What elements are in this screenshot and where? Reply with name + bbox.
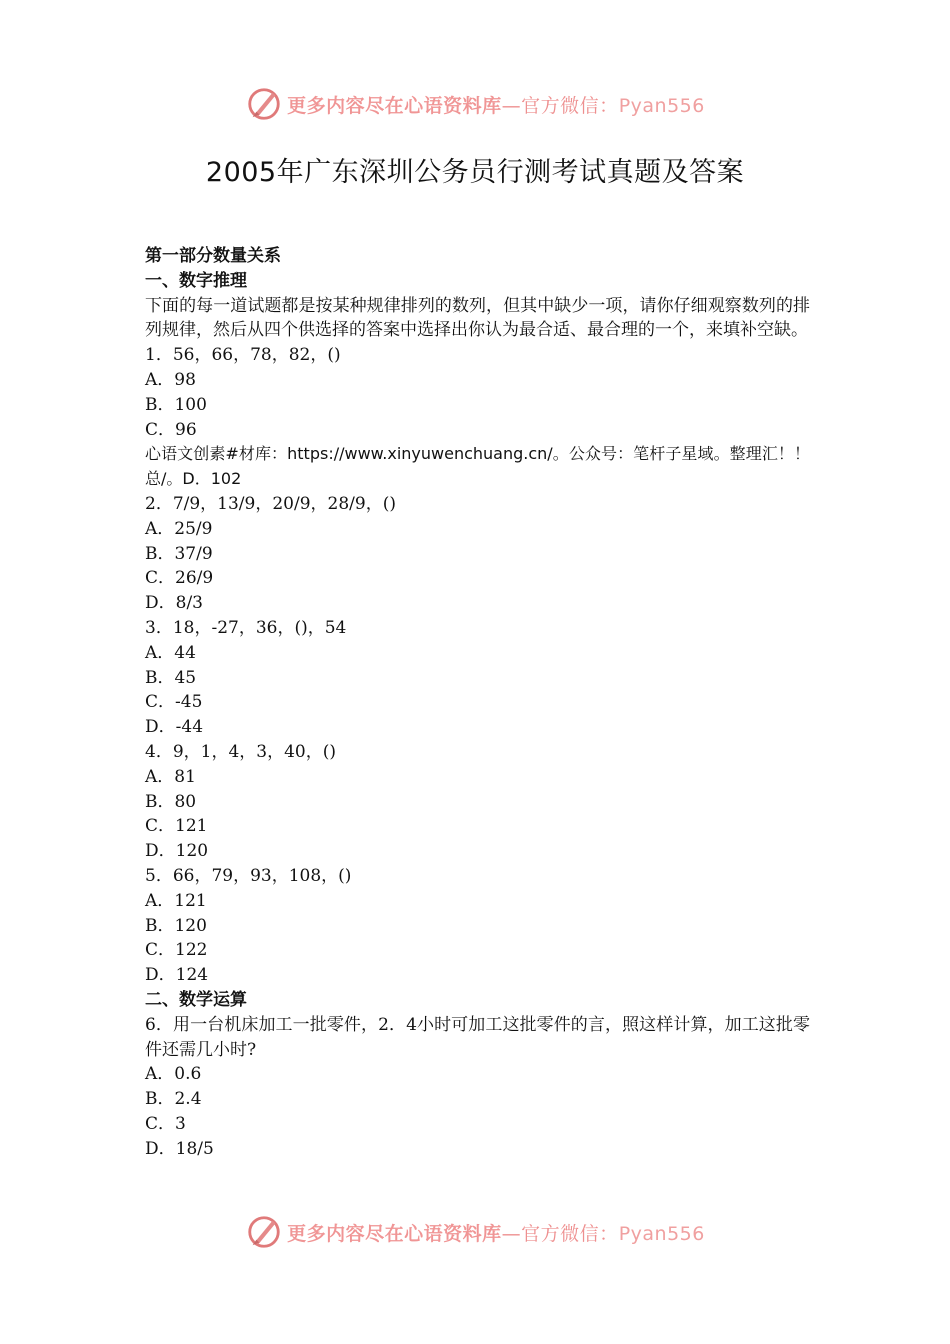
question-stem: 6．用一台机床加工一批零件，2．4小时可加工这批零件的言，照这样计算，加工这批零件还需几小时?	[145, 1014, 810, 1060]
watermark-label: —官方微信：	[501, 1222, 619, 1245]
question-stem: 2．7/9，13/9，20/9，28/9，()	[145, 493, 396, 514]
option: C．3	[145, 1113, 186, 1134]
option: A．81	[145, 766, 196, 787]
option: A．0.6	[145, 1064, 202, 1085]
option: A．121	[145, 890, 207, 911]
question-stem: 4．9，1，4，3，40，()	[145, 741, 336, 762]
option: D．124	[145, 965, 209, 986]
section-heading: 一、数字推理	[145, 270, 247, 291]
section-heading: 二、数学运算	[145, 989, 247, 1010]
option: D．18/5	[145, 1138, 214, 1159]
footer-watermark	[0, 1212, 950, 1252]
instructions-paragraph: 下面的每一道试题都是按某种规律排列的数列，但其中缺少一项，请你仔细观察数列的排列规律，然后从四个供选择的答案中选择出你认为最合适、最合理的一个，来填补空缺。	[145, 295, 810, 341]
option: C．-45	[145, 692, 203, 713]
watermark-brand: 更多内容尽在心语资料库	[287, 94, 502, 117]
promo-line: 心语文创素#材库：https://www.xinyuwenchuang.cn/。公众号：笔杆子星域。整理汇！！总/。D．102	[145, 444, 810, 489]
option: C．96	[145, 419, 197, 440]
watermark-text	[287, 1219, 705, 1246]
document-body	[145, 244, 810, 1161]
option: D．8/3	[145, 593, 203, 614]
question-stem: 1．56，66，78，82，()	[145, 345, 341, 366]
quill-pen-logo-icon	[245, 85, 283, 123]
option: B．37/9	[145, 543, 213, 564]
option: C．26/9	[145, 568, 214, 589]
watermark-text	[287, 91, 705, 118]
header-watermark	[0, 84, 950, 124]
watermark-label: —官方微信：	[501, 94, 619, 117]
watermark-wechat-id: Pyan556	[618, 94, 705, 117]
watermark-brand: 更多内容尽在心语资料库	[287, 1222, 502, 1245]
option: C．122	[145, 940, 208, 961]
option: A．44	[145, 642, 196, 663]
option: D．120	[145, 841, 209, 862]
question-stem: 5．66，79，93，108，()	[145, 865, 352, 886]
watermark-wechat-id: Pyan556	[618, 1222, 705, 1245]
option: D．-44	[145, 717, 204, 738]
document-title: 2005年广东深圳公务员行测考试真题及答案	[205, 157, 745, 188]
question-stem: 3．18，-27，36，()，54	[145, 617, 347, 638]
option: A．98	[145, 369, 196, 390]
option: B．45	[145, 667, 197, 688]
option: B．100	[145, 394, 207, 415]
option: A．25/9	[145, 518, 213, 539]
option: B．120	[145, 915, 207, 936]
option: B．80	[145, 791, 197, 812]
quill-pen-logo-icon	[245, 1213, 283, 1251]
option: B．2.4	[145, 1089, 202, 1110]
option: C．121	[145, 816, 208, 837]
part-heading: 第一部分数量关系	[145, 246, 281, 266]
